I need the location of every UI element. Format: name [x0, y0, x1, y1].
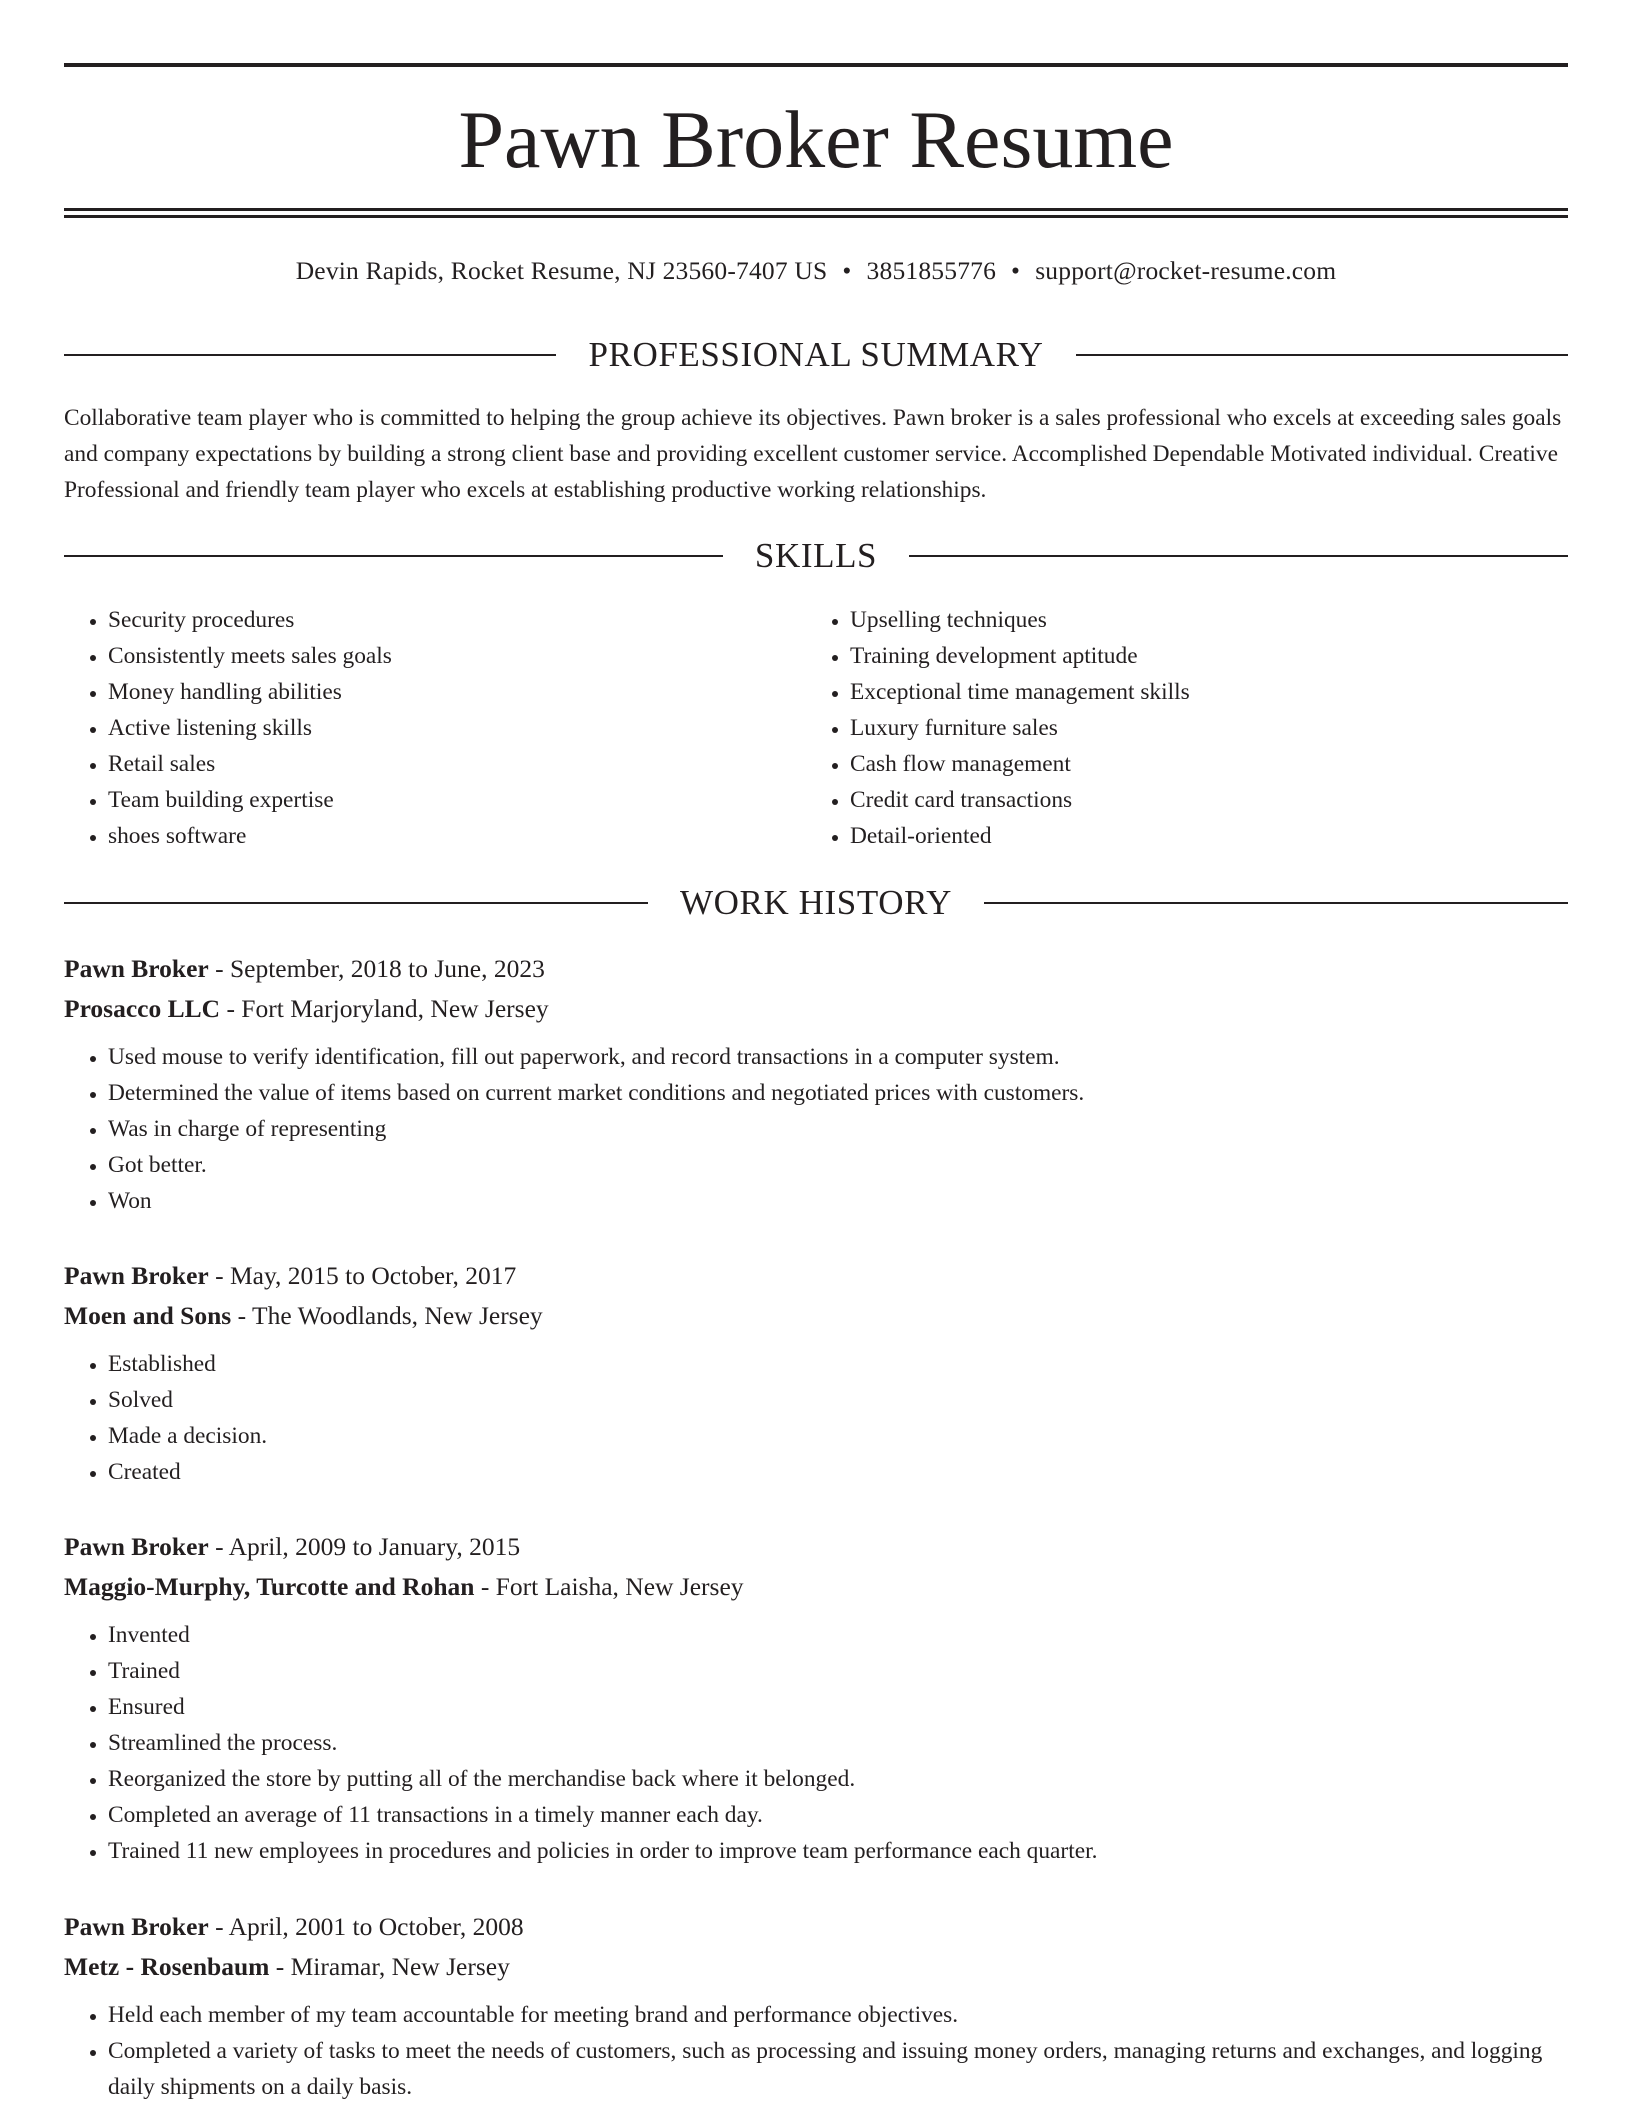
skill-item: • Active listening skills	[108, 710, 808, 746]
title-rule-lower	[64, 215, 1568, 218]
skill-item: • Luxury furniture sales	[850, 710, 1550, 746]
heading-rule	[64, 354, 556, 356]
job-bullets	[64, 1039, 1568, 1219]
skill-item: • Detail-oriented	[850, 818, 1550, 854]
job-bullet: • Completed an average of 11 transactions in a timely manner each day.	[108, 1797, 1568, 1833]
skill-item: • Credit card transactions	[850, 782, 1550, 818]
job-title-line	[64, 1527, 1568, 1567]
job-dates: - April, 2001 to October, 2008	[208, 1912, 524, 1941]
job-bullet: • Won	[108, 1183, 1568, 1219]
summary-heading-text: PROFESSIONAL SUMMARY	[588, 335, 1044, 374]
heading-rule	[64, 902, 648, 904]
skill-item: • Retail sales	[108, 746, 808, 782]
job-company-line	[64, 989, 1568, 1029]
job-title-line	[64, 1256, 1568, 1296]
job-title-line	[64, 949, 1568, 989]
job-bullets	[64, 1346, 1568, 1490]
page-title: Pawn Broker Resume	[458, 94, 1174, 185]
skill-item: • Money handling abilities	[108, 674, 808, 710]
skill-item: • Security procedures	[108, 602, 808, 638]
job-bullet: • Ensured	[108, 1689, 1568, 1725]
job-entry	[64, 1527, 1568, 1869]
job-company: Metz - Rosenbaum	[64, 1952, 270, 1981]
top-rule	[64, 63, 1568, 67]
job-location: - Miramar, New Jersey	[269, 1952, 510, 1981]
job-title: Pawn Broker	[64, 1912, 209, 1941]
job-location: - Fort Laisha, New Jersey	[474, 1572, 744, 1601]
skill-item: • Cash flow management	[850, 746, 1550, 782]
work-heading	[64, 881, 1568, 925]
job-bullet: • Trained	[108, 1653, 1568, 1689]
heading-rule	[1076, 354, 1568, 356]
job-bullet: • Was in charge of representing	[108, 1111, 1568, 1147]
skill-item: • Exceptional time management skills	[850, 674, 1550, 710]
job-bullet: • Held each member of my team accountable for meeting brand and performance objectives.	[108, 1997, 1568, 2033]
heading-rule	[64, 555, 723, 557]
job-bullets	[64, 1997, 1568, 2105]
job-bullet: • Used mouse to verify identification, fill out paperwork, and record transactions in a computer system.	[108, 1039, 1568, 1075]
job-dates: - April, 2009 to January, 2015	[208, 1532, 521, 1561]
job-entry	[64, 1256, 1568, 1490]
contact-separator: •	[1011, 256, 1021, 285]
skill-item: • shoes software	[108, 818, 808, 854]
skills-heading	[64, 534, 1568, 578]
summary-text: Collaborative team player who is committed to helping the group achieve its objectives. Pawn broker is a sales professional who excels at exceeding sales goals and company expectations by building a strong client base and providing excellent customer service. Accomplished Dependable Motivated individual. Creative Professional and friendly team player who excels at establishing productive working relationships.	[64, 405, 1562, 503]
job-company: Prosacco LLC	[64, 994, 221, 1023]
job-title-line	[64, 1907, 1568, 1947]
job-bullet: • Solved	[108, 1382, 1568, 1418]
job-bullet: • Invented	[108, 1617, 1568, 1653]
job-company: Moen and Sons	[64, 1301, 232, 1330]
skill-item: • Team building expertise	[108, 782, 808, 818]
job-company-line	[64, 1567, 1568, 1607]
job-bullet: • Established	[108, 1346, 1568, 1382]
job-title: Pawn Broker	[64, 1261, 209, 1290]
job-bullet: • Trained 11 new employees in procedures and policies in order to improve team performance each quarter.	[108, 1833, 1568, 1869]
heading-rule	[984, 902, 1568, 904]
job-title: Pawn Broker	[64, 954, 209, 983]
job-bullet: • Completed a variety of tasks to meet the needs of customers, such as processing and issuing money orders, managing returns and exchanges, and logging daily shipments on a daily basis.	[108, 2033, 1568, 2105]
skill-item: • Consistently meets sales goals	[108, 638, 808, 674]
work-heading-text: WORK HISTORY	[680, 883, 952, 922]
job-bullet: • Created	[108, 1454, 1568, 1490]
job-location: - Fort Marjoryland, New Jersey	[220, 994, 549, 1023]
job-bullet: • Streamlined the process.	[108, 1725, 1568, 1761]
skills-heading-text: SKILLS	[754, 536, 878, 575]
job-bullet: • Made a decision.	[108, 1418, 1568, 1454]
contact-email[interactable]: support@rocket-resume.com	[1035, 256, 1337, 285]
job-bullet: • Determined the value of items based on current market conditions and negotiated prices with customers.	[108, 1075, 1568, 1111]
heading-rule	[909, 555, 1568, 557]
skill-item: • Training development aptitude	[850, 638, 1550, 674]
contact-line	[64, 253, 1568, 289]
skill-item: • Upselling techniques	[850, 602, 1550, 638]
job-company-line	[64, 1296, 1568, 1336]
contact-phone: 3851855776	[866, 256, 997, 285]
job-entry	[64, 1907, 1568, 2105]
job-dates: - May, 2015 to October, 2017	[208, 1261, 517, 1290]
job-dates: - September, 2018 to June, 2023	[208, 954, 545, 983]
contact-address: Devin Rapids, Rocket Resume, NJ 23560-7407 US	[295, 256, 828, 285]
contact-separator: •	[842, 256, 852, 285]
job-bullet: • Got better.	[108, 1147, 1568, 1183]
summary-heading	[64, 333, 1568, 377]
skills-column-left	[64, 602, 808, 854]
title-rule-upper	[64, 208, 1568, 211]
job-company: Maggio-Murphy, Turcotte and Rohan	[64, 1572, 475, 1601]
skills-column-right	[806, 602, 1550, 854]
job-bullet: • Reorganized the store by putting all of the merchandise back where it belonged.	[108, 1761, 1568, 1797]
job-company-line	[64, 1947, 1568, 1987]
job-title: Pawn Broker	[64, 1532, 209, 1561]
job-entry	[64, 949, 1568, 1219]
job-bullets	[64, 1617, 1568, 1869]
job-location: - The Woodlands, New Jersey	[231, 1301, 543, 1330]
